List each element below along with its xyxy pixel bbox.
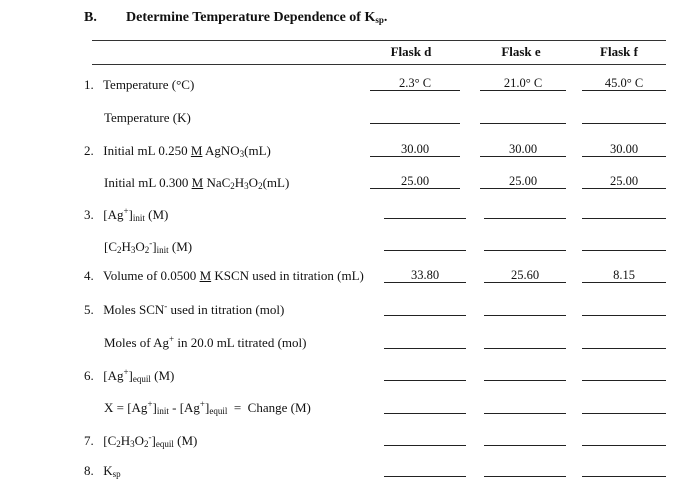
col-header-flask-d: Flask d: [390, 44, 432, 59]
row-ksp: 8. $K_{sp}$: [84, 463, 121, 479]
field-acetate-init-flask-e[interactable]: [484, 236, 566, 251]
field-temp-c-flask-d[interactable]: 2.3° C: [370, 76, 460, 91]
header-bottom-rule: [92, 64, 666, 65]
field-acetate-equil-flask-d[interactable]: [384, 431, 466, 446]
field-kscn-flask-f[interactable]: 8.15: [582, 268, 666, 283]
field-ag-equil-flask-d[interactable]: [384, 366, 466, 381]
field-ag-equil-flask-e[interactable]: [484, 366, 566, 381]
field-nac2h3o2-flask-d[interactable]: 25.00: [370, 174, 460, 189]
row-ag-init: 3. $[Ag^+]_{init}$ (M): [84, 206, 169, 223]
field-moles-scn-flask-d[interactable]: [384, 301, 466, 316]
row-ag-equil: 6. $[Ag^+]_{equil}$ (M): [84, 367, 175, 384]
field-moles-scn-flask-e[interactable]: [484, 301, 566, 316]
row-acetate-equil: 7. $[C_2H_3O_2^-]_{equil}$ (M): [84, 432, 198, 449]
field-temp-c-flask-e[interactable]: 21.0° C: [480, 76, 566, 91]
field-temp-c-flask-f[interactable]: 45.0° C: [582, 76, 666, 91]
field-temp-k-flask-f[interactable]: [582, 109, 666, 124]
row-initial-nac2h3o2: Initial mL 0.300 M $NaC_2H_3O_2(mL)$: [104, 175, 290, 191]
row-acetate-init: $[C_2H_3O_2^-]_{init}$ (M): [104, 238, 193, 255]
row-initial-agno3: 2. Initial mL 0.250 M AgNO$_3$(mL): [84, 143, 271, 159]
field-temp-k-flask-e[interactable]: [480, 109, 566, 124]
field-agno3-flask-f[interactable]: 30.00: [582, 142, 666, 157]
page-title: Determine Temperature Dependence of $K_{sp}$.: [126, 10, 388, 25]
col-header-flask-f: Flask f: [600, 44, 638, 59]
field-moles-ag-flask-f[interactable]: [582, 334, 666, 349]
field-temp-k-flask-d[interactable]: [370, 109, 460, 124]
field-change-flask-f[interactable]: [582, 399, 666, 414]
field-ag-init-flask-e[interactable]: [484, 204, 566, 219]
row-moles-ag: Moles of Ag+ in 20.0 mL titrated (mol): [104, 334, 307, 350]
field-nac2h3o2-flask-f[interactable]: 25.00: [582, 174, 666, 189]
field-acetate-init-flask-f[interactable]: [582, 236, 666, 251]
section-label: B.: [84, 10, 97, 25]
row-kscn-volume: 4. Volume of 0.0500 M KSCN used in titration (mL): [84, 268, 364, 283]
field-kscn-flask-d[interactable]: 33.80: [384, 268, 466, 283]
field-moles-scn-flask-f[interactable]: [582, 301, 666, 316]
field-kscn-flask-e[interactable]: 25.60: [484, 268, 566, 283]
field-ksp-flask-f[interactable]: [582, 462, 666, 477]
col-header-flask-e: Flask e: [501, 44, 541, 59]
row-change-x: $X = [Ag^+]_{init} - [Ag^+]_{equil}$ = Change (M): [104, 399, 311, 416]
field-ag-init-flask-d[interactable]: [384, 204, 466, 219]
field-ag-init-flask-f[interactable]: [582, 204, 666, 219]
row-temperature-k: Temperature (K): [104, 110, 191, 125]
field-agno3-flask-d[interactable]: 30.00: [370, 142, 460, 157]
field-ag-equil-flask-f[interactable]: [582, 366, 666, 381]
field-ksp-flask-e[interactable]: [484, 462, 566, 477]
field-acetate-equil-flask-e[interactable]: [484, 431, 566, 446]
field-moles-ag-flask-d[interactable]: [384, 334, 466, 349]
field-agno3-flask-e[interactable]: 30.00: [480, 142, 566, 157]
field-change-flask-d[interactable]: [384, 399, 466, 414]
row-moles-scn: 5. Moles SCN- used in titration (mol): [84, 301, 285, 317]
field-acetate-equil-flask-f[interactable]: [582, 431, 666, 446]
table-top-rule: [92, 40, 666, 41]
field-ksp-flask-d[interactable]: [384, 462, 466, 477]
field-change-flask-e[interactable]: [484, 399, 566, 414]
field-acetate-init-flask-d[interactable]: [384, 236, 466, 251]
field-nac2h3o2-flask-e[interactable]: 25.00: [480, 174, 566, 189]
row-temperature-c: 1. Temperature (°C): [84, 77, 195, 92]
field-moles-ag-flask-e[interactable]: [484, 334, 566, 349]
